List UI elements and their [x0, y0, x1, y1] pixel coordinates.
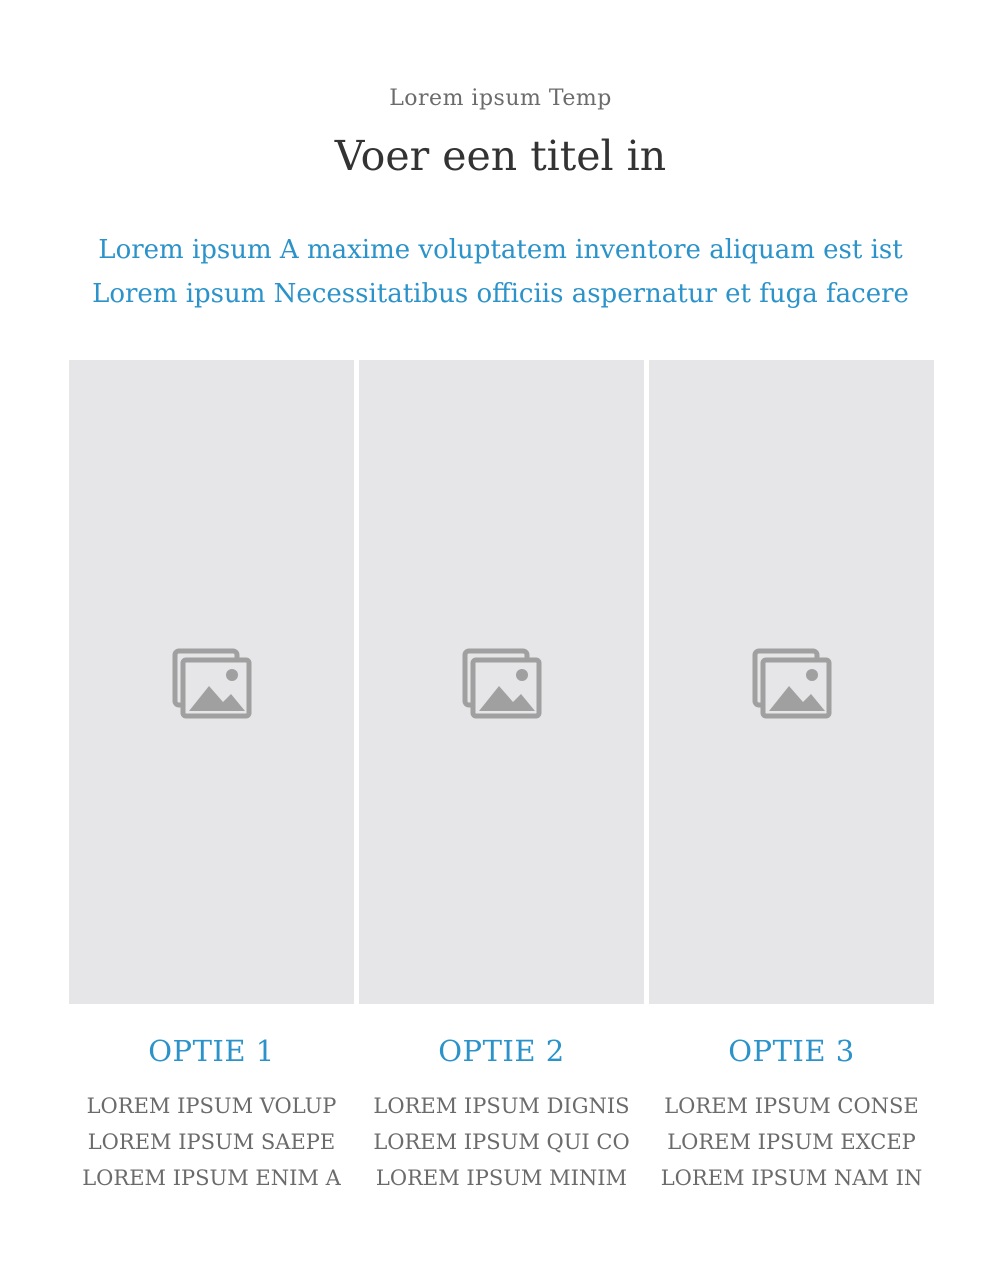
option-description[interactable] — [649, 1088, 934, 1196]
option-line: LOREM IPSUM CONSE — [664, 1094, 919, 1118]
intro-line: Lorem ipsum A maxime voluptatem inventore aliquam est ist — [98, 235, 903, 265]
option-line: LOREM IPSUM QUI CO — [373, 1130, 630, 1154]
intro-paragraph[interactable] — [40, 228, 961, 316]
option-line: LOREM IPSUM EXCEP — [667, 1130, 916, 1154]
option-title[interactable]: OPTIE 2 — [438, 1034, 565, 1068]
option-title[interactable]: OPTIE 1 — [148, 1034, 275, 1068]
image-placeholder-icon — [751, 648, 833, 720]
page-title[interactable]: Voer een titel in — [334, 132, 667, 180]
option-line: LOREM IPSUM DIGNIS — [373, 1094, 630, 1118]
image-placeholder[interactable] — [359, 360, 644, 1004]
option-column-1 — [69, 360, 354, 1196]
option-column-2 — [359, 360, 644, 1196]
image-placeholder[interactable] — [69, 360, 354, 1004]
kicker-text: Lorem ipsum Temp — [389, 86, 612, 111]
image-placeholder[interactable] — [649, 360, 934, 1004]
option-line: LOREM IPSUM MINIM — [375, 1166, 628, 1190]
option-line: LOREM IPSUM VOLUP — [86, 1094, 337, 1118]
image-placeholder-icon — [171, 648, 253, 720]
option-description[interactable] — [69, 1088, 354, 1196]
option-description[interactable] — [359, 1088, 644, 1196]
option-line: LOREM IPSUM SAEPE — [87, 1130, 336, 1154]
option-column-3 — [649, 360, 934, 1196]
option-line: LOREM IPSUM NAM IN — [660, 1166, 923, 1190]
option-line: LOREM IPSUM ENIM A — [82, 1166, 341, 1190]
image-placeholder-icon — [461, 648, 543, 720]
option-title[interactable]: OPTIE 3 — [728, 1034, 855, 1068]
intro-line: Lorem ipsum Necessitatibus officiis aspernatur et fuga facere — [92, 279, 909, 309]
